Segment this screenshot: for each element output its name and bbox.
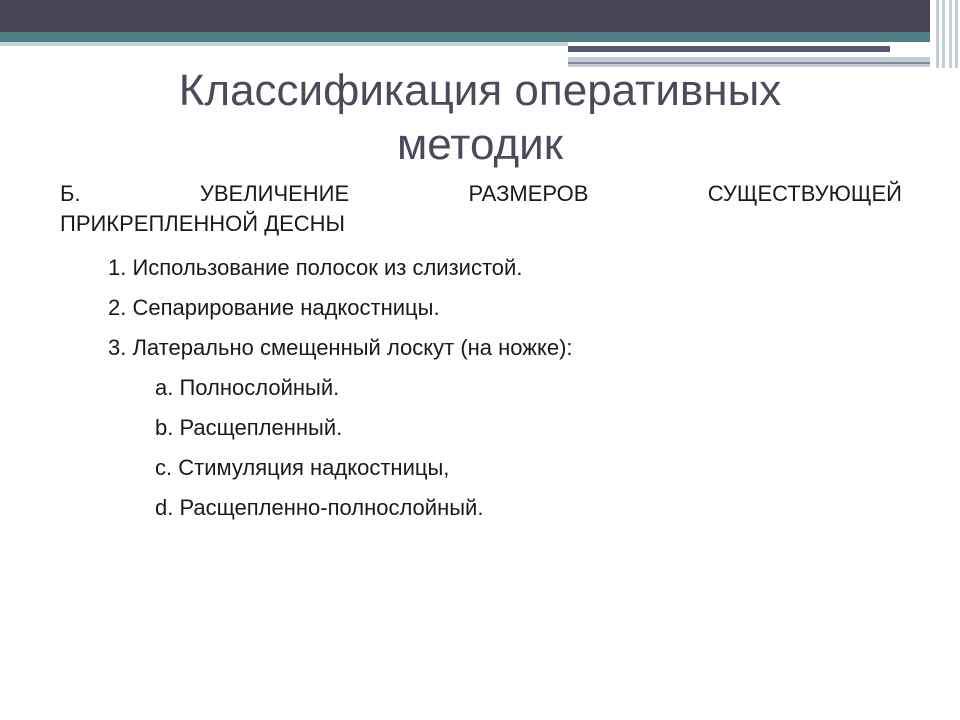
accent-stripe xyxy=(0,32,930,42)
list-item: 3. Латерально смещенный лоскут (на ножке): xyxy=(108,335,573,360)
heading-word: УВЕЛИЧЕНИЕ xyxy=(199,181,350,206)
heading-word: СУЩЕСТВУЮЩЕЙ xyxy=(707,181,902,206)
sub-list-item: c. Стимуляция надкостницы, xyxy=(155,455,450,480)
header-band xyxy=(0,0,930,32)
list-item: 1. Использование полосок из слизистой. xyxy=(108,255,523,280)
slide-title: Классификация оперативных методик xyxy=(178,66,782,169)
section-heading-line1 xyxy=(60,178,902,210)
sub-list-item: d. Расщепленно-полнослойный. xyxy=(155,495,484,520)
method-list xyxy=(60,248,902,528)
decorative-edge-stripes xyxy=(930,0,960,68)
light-stripe xyxy=(0,42,568,46)
heading-word: РАЗМЕРОВ xyxy=(468,181,589,206)
section-heading xyxy=(60,178,902,238)
list-item: 2. Сепарирование надкостницы. xyxy=(108,295,440,320)
section-heading-line2: ПРИКРЕПЛЕННОЙ ДЕСНЫ xyxy=(60,211,346,236)
decorative-bar xyxy=(568,46,890,52)
slide-body xyxy=(60,178,902,528)
sub-list-item: b. Расщепленный. xyxy=(155,415,343,440)
sub-list-item: a. Полнослойный. xyxy=(155,375,340,400)
heading-word: Б. xyxy=(60,181,81,206)
